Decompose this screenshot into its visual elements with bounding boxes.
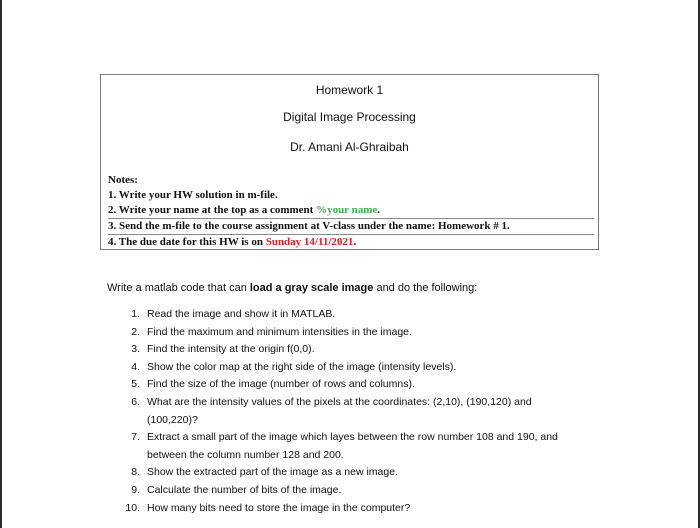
- list-item-text: Show the extracted part of the image as a new image.: [147, 466, 398, 479]
- list-item-text: Show the color map at the right side of the image (intensity levels).: [147, 360, 457, 373]
- list-item: [124, 341, 584, 359]
- note-2-comment: %your name: [316, 204, 378, 216]
- note-2-text: 2. Write your name at the top as a comment: [108, 204, 317, 216]
- list-item-text: Find the size of the image (number of rows and columns).: [147, 378, 415, 391]
- course-name: Digital Image Processing: [283, 110, 416, 124]
- list-item-number: 1.: [131, 308, 140, 320]
- note-1: 1. Write your HW solution in m-file.: [108, 189, 278, 201]
- notes-section: [108, 173, 594, 250]
- intro-bold: load a gray scale image: [249, 282, 374, 294]
- instructor-name: Dr. Amani Al-Ghraibah: [290, 140, 409, 154]
- header-box: [100, 74, 599, 250]
- list-item-text: How many bits need to store the image in the computer?: [147, 501, 411, 514]
- list-item: [124, 429, 584, 464]
- note-2-period: .: [377, 204, 381, 216]
- list-item: [124, 500, 584, 518]
- list-item-text: Extract a small part of the image which layes between the row number 108 and 190, and between the column number 128 and 200.: [147, 431, 558, 461]
- note-4-text: 4. The due date for this HW is on: [108, 236, 266, 248]
- page-edge-left: [0, 0, 2, 528]
- list-item: [124, 394, 584, 429]
- list-item: [124, 376, 584, 394]
- list-item: [124, 359, 584, 377]
- list-item: [124, 324, 584, 342]
- intro-suffix: and do the following:: [373, 282, 478, 294]
- note-3: 3. Send the m-file to the course assignment at V-class under the name: Homework # 1.: [108, 218, 594, 234]
- list-item-number: 9.: [131, 483, 140, 496]
- intro-paragraph: [107, 282, 477, 294]
- task-list: [124, 306, 584, 517]
- list-item-text: Calculate the number of bits of the image.: [147, 483, 342, 496]
- list-item: [124, 306, 584, 324]
- list-item-number: 10.: [125, 501, 140, 514]
- list-item-number: 2.: [131, 325, 140, 338]
- list-item: [124, 464, 584, 482]
- list-item-text: Find the intensity at the origin f(0,0).: [147, 343, 315, 356]
- list-item-number: 3.: [131, 343, 140, 356]
- intro-prefix: Write a matlab code that can: [107, 282, 250, 294]
- note-4-due-date: Sunday 14/11/2021: [265, 236, 354, 248]
- list-item-number: 8.: [131, 466, 140, 479]
- list-item: [124, 482, 584, 500]
- list-item-text: Read the image and show it in MATLAB.: [147, 308, 336, 320]
- homework-title: Homework 1: [315, 83, 384, 97]
- list-item-number: 4.: [131, 360, 140, 373]
- note-4-period: .: [353, 236, 357, 248]
- list-item-number: 7.: [131, 431, 140, 444]
- notes-heading: Notes:: [108, 174, 138, 186]
- list-item-text: What are the intensity values of the pixels at the coordinates: (2,10), (190,120) and (100,220)?: [147, 395, 532, 426]
- note-2: [108, 203, 594, 218]
- list-item-text: Find the maximum and minimum intensities in the image.: [147, 325, 412, 338]
- note-4: [108, 234, 594, 250]
- list-item-number: 5.: [131, 378, 140, 391]
- list-item-number: 6.: [131, 395, 140, 408]
